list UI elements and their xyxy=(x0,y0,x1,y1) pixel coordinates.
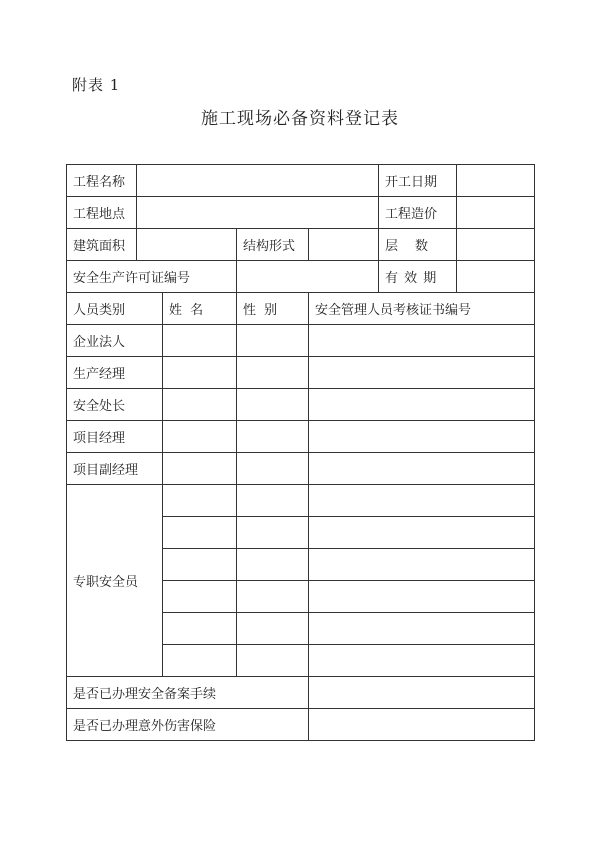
cell-safety-officer-name[interactable] xyxy=(163,581,237,613)
cell-safety-officer-gender[interactable] xyxy=(237,485,309,517)
value-accident-insurance[interactable] xyxy=(309,709,535,741)
header-name: 姓 名 xyxy=(163,293,237,325)
label-start-date: 开工日期 xyxy=(379,165,457,197)
cell-safety-officer-name[interactable] xyxy=(163,517,237,549)
label-floors: 层 数 xyxy=(379,229,457,261)
cell-safety-officer-gender[interactable] xyxy=(237,613,309,645)
cell-safety-officer-gender[interactable] xyxy=(237,549,309,581)
label-enterprise-legal-person: 企业法人 xyxy=(67,325,163,357)
cell-safety-officer-cert[interactable] xyxy=(309,581,535,613)
cell-deputy-project-manager-gender[interactable] xyxy=(237,453,309,485)
cell-safety-officer-gender[interactable] xyxy=(237,645,309,677)
cell-safety-officer-name[interactable] xyxy=(163,613,237,645)
cell-safety-officer-cert[interactable] xyxy=(309,549,535,581)
cell-safety-director-name[interactable] xyxy=(163,389,237,421)
cell-project-manager-gender[interactable] xyxy=(237,421,309,453)
row-deputy-project-manager xyxy=(67,453,535,485)
header-personnel-category: 人员类别 xyxy=(67,293,163,325)
row-project-location xyxy=(67,197,535,229)
row-project-manager xyxy=(67,421,535,453)
cell-safety-officer-name[interactable] xyxy=(163,645,237,677)
cell-production-manager-gender[interactable] xyxy=(237,357,309,389)
cell-project-manager-name[interactable] xyxy=(163,421,237,453)
label-deputy-project-manager: 项目副经理 xyxy=(67,453,163,485)
form-title: 施工现场必备资料登记表 xyxy=(201,109,399,129)
cell-safety-officer-name[interactable] xyxy=(163,485,237,517)
cell-safety-officer-cert[interactable] xyxy=(309,613,535,645)
value-project-cost[interactable] xyxy=(457,197,535,229)
value-project-location[interactable] xyxy=(137,197,379,229)
row-personnel-header xyxy=(67,293,535,325)
cell-safety-director-gender[interactable] xyxy=(237,389,309,421)
value-floors[interactable] xyxy=(457,229,535,261)
header-gender: 性 别 xyxy=(237,293,309,325)
label-project-location: 工程地点 xyxy=(67,197,137,229)
cell-safety-officer-gender[interactable] xyxy=(237,581,309,613)
value-building-area[interactable] xyxy=(137,229,237,261)
value-valid-period[interactable] xyxy=(457,261,535,293)
label-project-cost: 工程造价 xyxy=(379,197,457,229)
cell-production-manager-cert[interactable] xyxy=(309,357,535,389)
cell-safety-officer-cert[interactable] xyxy=(309,485,535,517)
label-full-time-safety-officer: 专职安全员 xyxy=(67,485,163,677)
row-project-name xyxy=(67,165,535,197)
appendix-label: 附表 1 xyxy=(72,76,121,94)
cell-deputy-project-manager-cert[interactable] xyxy=(309,453,535,485)
header-safety-cert-no: 安全管理人员考核证书编号 xyxy=(309,293,535,325)
cell-deputy-project-manager-name[interactable] xyxy=(163,453,237,485)
row-safety-permit xyxy=(67,261,535,293)
cell-project-manager-cert[interactable] xyxy=(309,421,535,453)
label-project-manager: 项目经理 xyxy=(67,421,163,453)
label-valid-period: 有 效 期 xyxy=(379,261,457,293)
cell-safety-officer-name[interactable] xyxy=(163,549,237,581)
value-project-name[interactable] xyxy=(137,165,379,197)
cell-enterprise-legal-person-name[interactable] xyxy=(163,325,237,357)
label-production-manager: 生产经理 xyxy=(67,357,163,389)
row-accident-insurance xyxy=(67,709,535,741)
cell-enterprise-legal-person-gender[interactable] xyxy=(237,325,309,357)
value-start-date[interactable] xyxy=(457,165,535,197)
row-enterprise-legal-person xyxy=(67,325,535,357)
row-safety-filing xyxy=(67,677,535,709)
row-safety-officer xyxy=(67,485,535,517)
label-safety-filing: 是否已办理安全备案手续 xyxy=(67,677,309,709)
cell-enterprise-legal-person-cert[interactable] xyxy=(309,325,535,357)
value-structure-type[interactable] xyxy=(309,229,379,261)
label-safety-permit-no: 安全生产许可证编号 xyxy=(67,261,237,293)
cell-safety-officer-gender[interactable] xyxy=(237,517,309,549)
label-building-area: 建筑面积 xyxy=(67,229,137,261)
value-safety-permit-no[interactable] xyxy=(237,261,379,293)
value-safety-filing[interactable] xyxy=(309,677,535,709)
label-structure-type: 结构形式 xyxy=(237,229,309,261)
cell-safety-director-cert[interactable] xyxy=(309,389,535,421)
row-building-area xyxy=(67,229,535,261)
cell-safety-officer-cert[interactable] xyxy=(309,645,535,677)
registration-table xyxy=(66,164,535,741)
label-accident-insurance: 是否已办理意外伤害保险 xyxy=(67,709,309,741)
row-safety-director xyxy=(67,389,535,421)
label-safety-director: 安全处长 xyxy=(67,389,163,421)
row-production-manager xyxy=(67,357,535,389)
cell-production-manager-name[interactable] xyxy=(163,357,237,389)
label-project-name: 工程名称 xyxy=(67,165,137,197)
cell-safety-officer-cert[interactable] xyxy=(309,517,535,549)
